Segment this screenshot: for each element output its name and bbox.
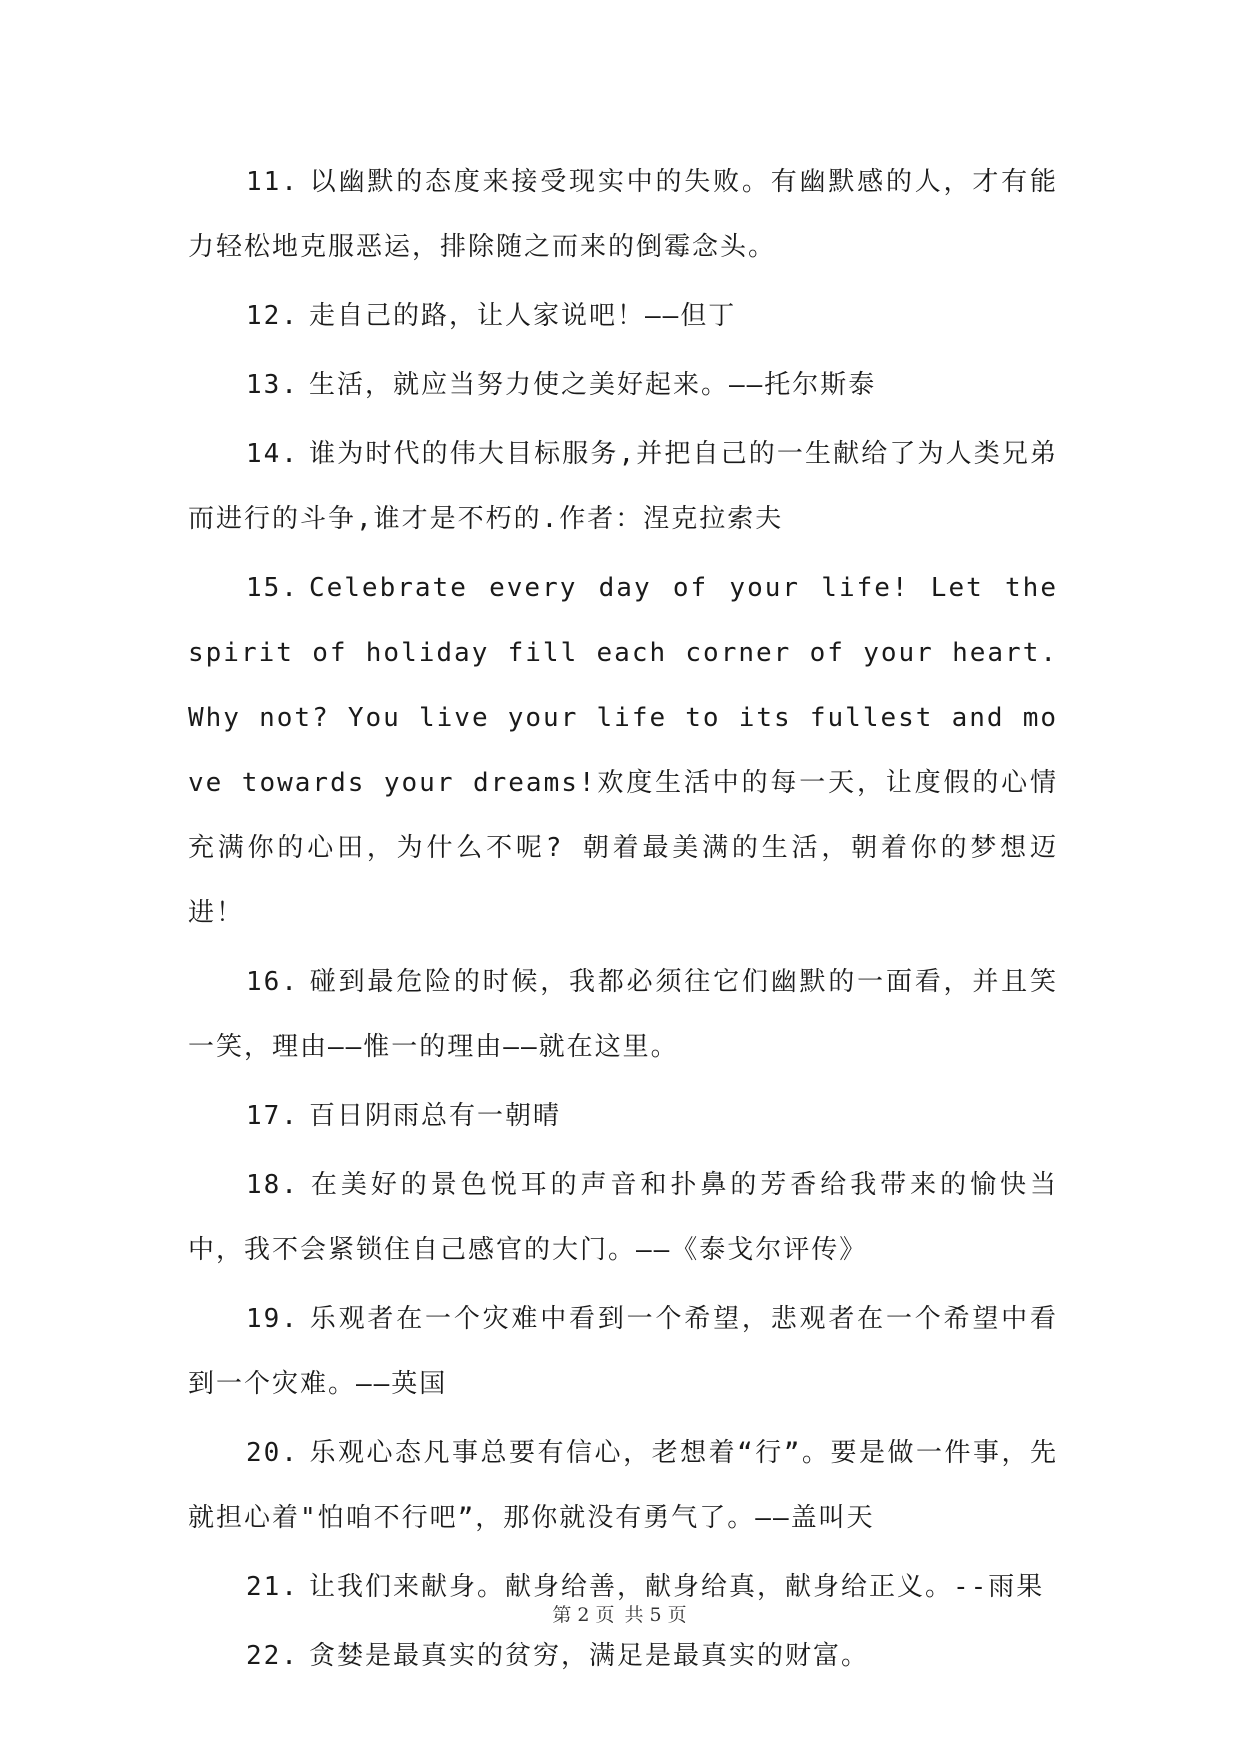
paragraph-19	[188, 1287, 1058, 1417]
paragraph-text: 生活，就应当努力使之美好起来。——托尔斯泰	[308, 370, 877, 400]
paragraph-text: 以幽默的态度来接受现实中的失败。有幽默感的人，才有能力轻松地克服恶运，排除随之而来的倒霉念头。	[188, 167, 1058, 262]
paragraph-number: 21.	[246, 1572, 299, 1602]
paragraph-22	[188, 1624, 1058, 1689]
paragraph-number: 22.	[246, 1641, 299, 1671]
paragraph-20	[188, 1421, 1058, 1551]
paragraph-text: 贪婪是最真实的贫穷，满足是最真实的财富。	[308, 1641, 869, 1671]
paragraph-number: 11.	[246, 167, 299, 197]
paragraph-number: 16.	[246, 967, 299, 997]
paragraph-17	[188, 1084, 1058, 1149]
paragraph-text: 走自己的路，让人家说吧！——但丁	[308, 301, 737, 331]
paragraph-number: 14.	[246, 439, 299, 469]
paragraph-number: 19.	[246, 1304, 299, 1334]
paragraph-number: 17.	[246, 1101, 299, 1131]
footer-suffix: 页	[667, 1604, 689, 1626]
paragraph-text: 谁为时代的伟大目标服务,并把自己的一生献给了为人类兄弟而进行的斗争,谁才是不朽的.作者：涅克拉索夫	[188, 439, 1058, 534]
paragraph-text: 乐观心态凡事总要有信心，老想着“行”。要是做一件事，先就担心着"怕咱不行吧”，那你就没有勇气了。——盖叫天	[188, 1438, 1058, 1533]
paragraph-text: 让我们来献身。献身给善，献身给真，献身给正义。--雨果	[308, 1572, 1045, 1602]
current-page-number: 2	[577, 1604, 592, 1626]
paragraph-text: 在美好的景色悦耳的声音和扑鼻的芳香给我带来的愉快当中，我不会紧锁住自己感官的大门。——《泰戈尔评传》	[188, 1170, 1058, 1265]
paragraph-18	[188, 1153, 1058, 1283]
paragraph-number: 18.	[246, 1170, 299, 1200]
paragraph-14	[188, 422, 1058, 552]
paragraph-text: Celebrate every day of your life! Let the spirit of holiday fill each corner of your heart.Why not? You live your life to its fullest and move towards your dreams!欢度生活中的每一天，让度假的心情充满你的心田，为什么不呢? 朝着最美满的生活，朝着你的梦想迈进！	[188, 573, 1058, 928]
paragraph-number: 13.	[246, 370, 299, 400]
page-footer	[0, 1600, 1241, 1627]
paragraph-16	[188, 950, 1058, 1080]
total-pages-number: 5	[649, 1604, 664, 1626]
paragraph-12	[188, 284, 1058, 349]
paragraph-number: 20.	[246, 1438, 299, 1468]
paragraph-number: 15.	[246, 573, 299, 603]
footer-middle: 页 共	[595, 1604, 646, 1626]
paragraph-15	[188, 556, 1058, 946]
footer-prefix: 第	[552, 1604, 574, 1626]
paragraph-number: 12.	[246, 301, 299, 331]
paragraph-text: 碰到最危险的时候，我都必须往它们幽默的一面看，并且笑一笑，理由——惟一的理由——就在这里。	[188, 967, 1058, 1062]
paragraph-text: 百日阴雨总有一朝晴	[308, 1101, 561, 1131]
document-body	[188, 150, 1058, 1693]
paragraph-11	[188, 150, 1058, 280]
paragraph-text: 乐观者在一个灾难中看到一个希望，悲观者在一个希望中看到一个灾难。——英国	[188, 1304, 1058, 1399]
paragraph-13	[188, 353, 1058, 418]
